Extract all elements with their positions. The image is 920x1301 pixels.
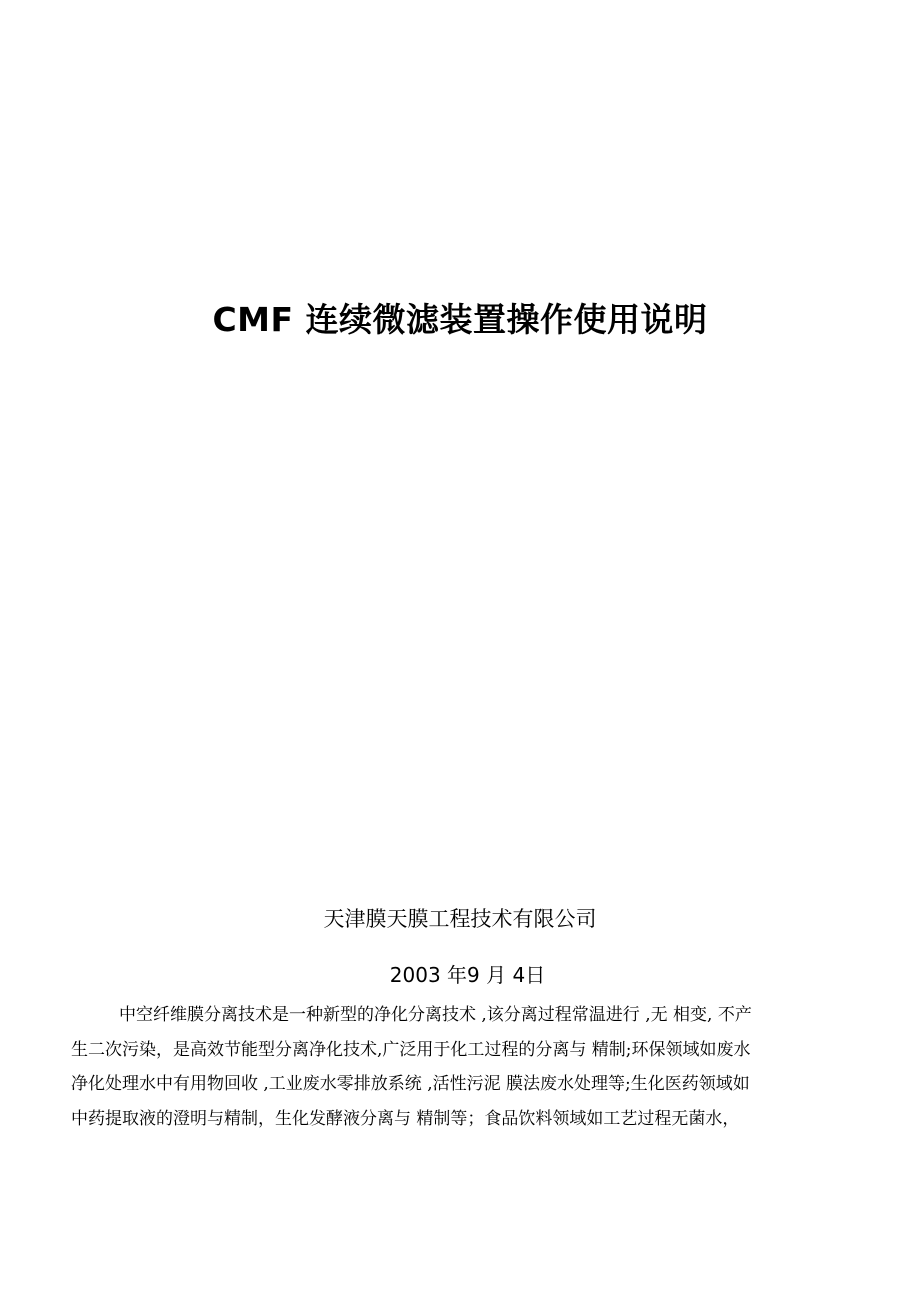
paragraph-line: 中空纤维膜分离技术是一种新型的净化分离技术 ,该分离过程常温进行 ,无 相变, 不产 bbox=[119, 1005, 752, 1025]
company-name: 天津膜天膜工程技术有限公司 bbox=[323, 907, 597, 931]
document-date: 2003 年9 月 4日 bbox=[389, 963, 546, 987]
paragraph-line: 中药提取液的澄明与精制，生化发酵液分离与 精制等；食品饮料领域如工艺过程无菌水， bbox=[71, 1108, 740, 1129]
document-title: CMF 连续微滤装置操作使用说明 bbox=[212, 300, 708, 339]
paragraph-line: 生二次污染，是高效节能型分离净化技术,广泛用于化工过程的分离与 精制;环保领域如废水 bbox=[71, 1039, 751, 1060]
intro-paragraph bbox=[71, 998, 871, 1136]
paragraph-line: 净化处理水中有用物回收 ,工业废水零排放系统 ,活性污泥 膜法废水处理等;生化医药领域如 bbox=[71, 1074, 750, 1094]
